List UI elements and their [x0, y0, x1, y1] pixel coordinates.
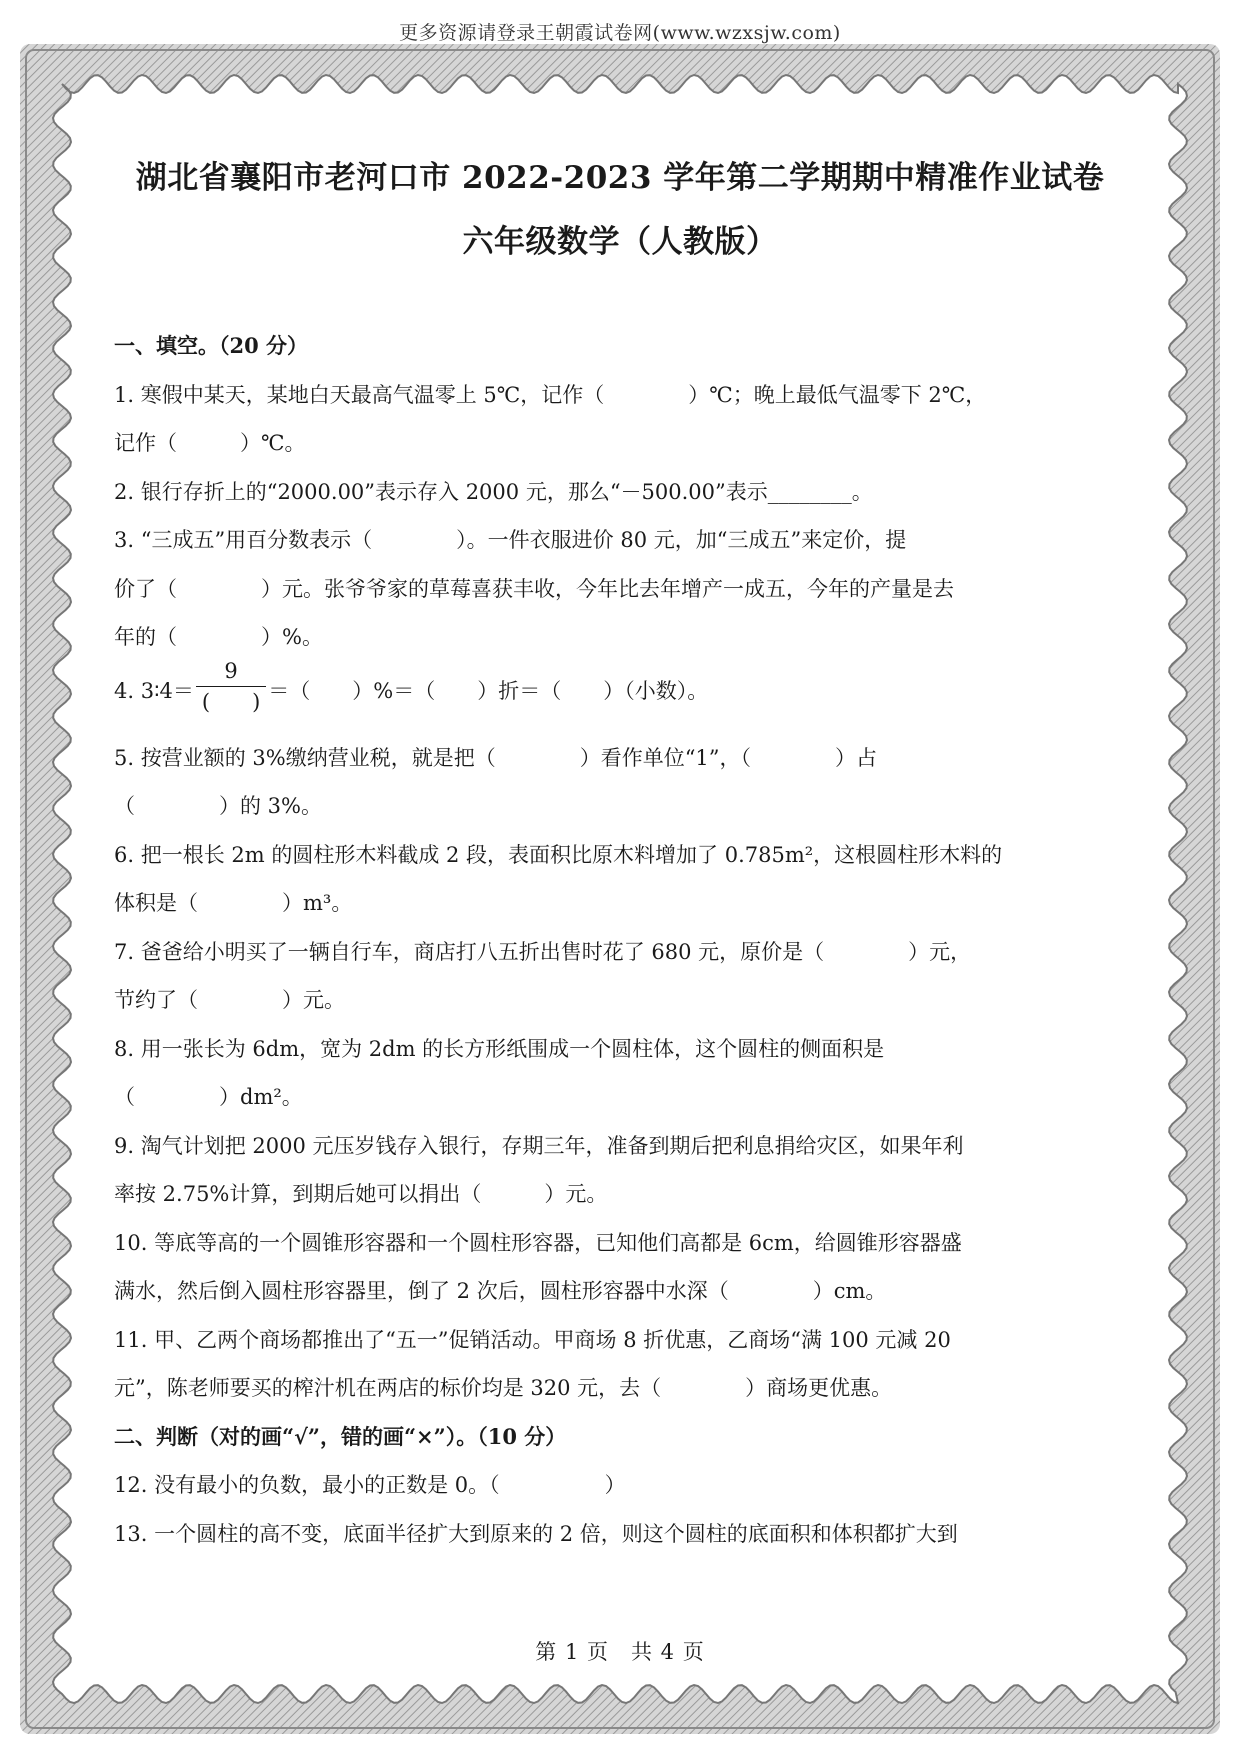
question-10-line-2: 满水，然后倒入圆柱形容器里，倒了 2 次后，圆柱形容器中水深（ ）cm。	[114, 1279, 887, 1303]
question-11-line-2: 元”，陈老师要买的榨汁机在两店的标价均是 320 元，去（ ）商场更优惠。	[114, 1376, 893, 1400]
question-8-line-2: （ ）dm²。	[114, 1085, 303, 1109]
question-11-line-1: 11. 甲、乙两个商场都推出了“五一”促销活动。甲商场 8 折优惠，乙商场“满 100 元减 20	[114, 1327, 951, 1352]
question-3-line-3: 年的（ ）%。	[114, 625, 323, 649]
question-6-line-2: 体积是（ ）m³。	[114, 891, 353, 915]
question-3-line-1: 3. “三成五”用百分数表示（ ）。一件衣服进价 80 元，加“三成五”来定价，提	[114, 528, 907, 552]
question-8-line-1: 8. 用一张长为 6dm，宽为 2dm 的长方形纸围成一个圆柱体，这个圆柱的侧面积是	[114, 1036, 885, 1061]
question-9-line-2: 率按 2.75%计算，到期后她可以捐出（ ）元。	[114, 1182, 608, 1206]
question-4-prefix: 4. 3∶4＝	[114, 678, 194, 703]
fraction-numerator: 9	[196, 656, 266, 687]
section-true-false-heading: 二、判断（对的画“√”，错的画“×”）。（10 分）	[114, 1423, 567, 1449]
page-title: 湖北省襄阳市老河口市 2022-2023 学年第二学期期中精准作业试卷	[135, 160, 1105, 196]
question-5-line-1: 5. 按营业额的 3%缴纳营业税，就是把（ ）看作单位“1”，（ ）占	[114, 745, 878, 770]
question-10-line-1: 10. 等底等高的一个圆锥形容器和一个圆柱形容器，已知他们高都是 6cm，给圆锥形容器盛	[114, 1230, 962, 1255]
page-footer: 第 1 页 共 4 页	[535, 1640, 705, 1664]
question-9-line-1: 9. 淘气计划把 2000 元压岁钱存入银行，存期三年，准备到期后把利息捐给灾区，如果年利	[114, 1133, 964, 1158]
question-4-suffix: ＝（ ）%＝（ ）折＝（ ）（小数）。	[268, 678, 709, 703]
question-7-line-1: 7. 爸爸给小明买了一辆自行车，商店打八五折出售时花了 680 元，原价是（ ）元，	[114, 939, 972, 964]
question-4	[114, 658, 1130, 734]
fraction	[196, 656, 266, 717]
question-6-line-1: 6. 把一根长 2m 的圆柱形木料截成 2 段，表面积比原木料增加了 0.785m²，这根圆柱形木料的	[114, 842, 1003, 867]
question-1-line-1: 1. 寒假中某天，某地白天最高气温零上 5℃，记作（ ）℃；晚上最低气温零下 2℃，	[114, 382, 987, 407]
question-3-line-2: 价了（ ）元。张爷爷家的草莓喜获丰收，今年比去年增产一成五，今年的产量是去	[114, 576, 954, 601]
fraction-denominator: ( )	[201, 689, 261, 714]
question-2: 2. 银行存折上的“2000.00”表示存入 2000 元，那么“－500.00”表示________。	[114, 479, 873, 504]
question-7-line-2: 节约了（ ）元。	[114, 988, 345, 1012]
section-fill-blank-heading: 一、填空。（20 分）	[114, 333, 309, 358]
top-banner: 更多资源请登录王朝霞试卷网(www.wzxsjw.com)	[399, 22, 841, 44]
page-subtitle: 六年级数学（人教版）	[462, 224, 778, 260]
question-5-line-2: （ ）的 3%。	[114, 794, 322, 818]
question-12: 12. 没有最小的负数，最小的正数是 0。（ ）	[114, 1473, 626, 1497]
question-content	[114, 322, 1130, 1558]
question-13-line-1: 13. 一个圆柱的高不变，底面半径扩大到原来的 2 倍，则这个圆柱的底面积和体积都扩大到	[114, 1521, 958, 1546]
question-1-line-2: 记作（ ）℃。	[114, 431, 306, 455]
